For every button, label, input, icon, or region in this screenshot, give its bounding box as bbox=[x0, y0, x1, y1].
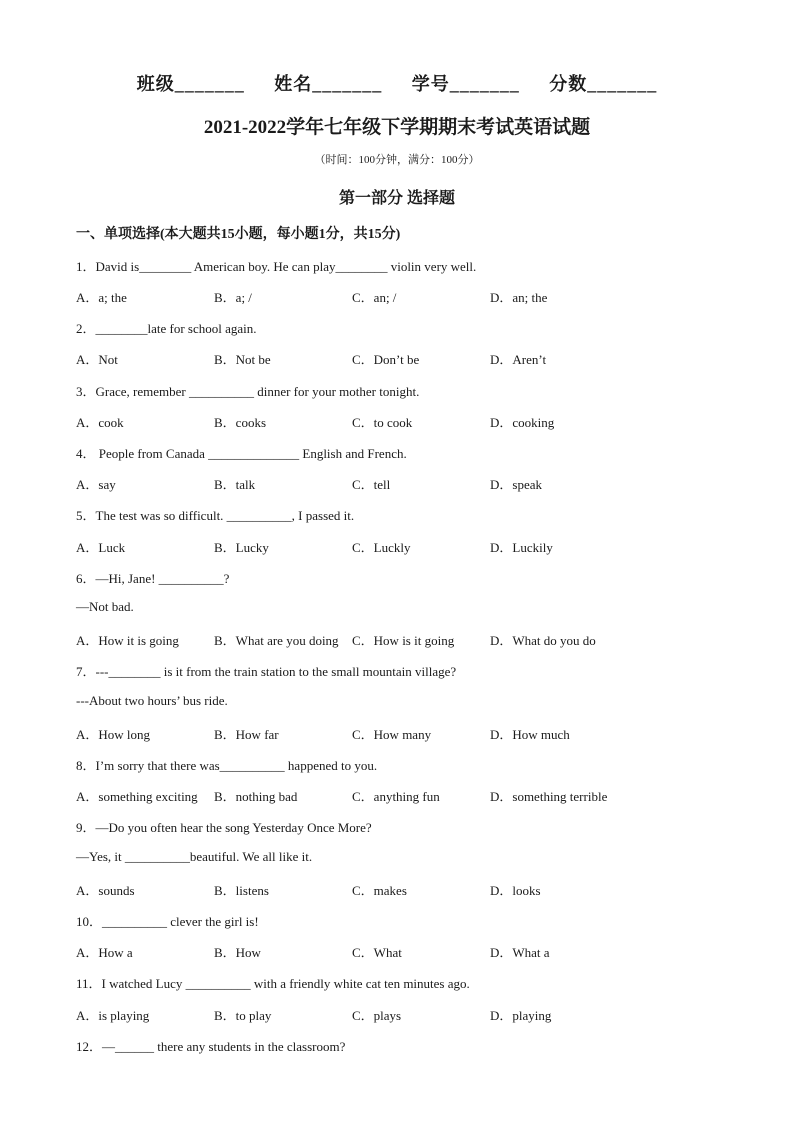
question-6-options bbox=[76, 630, 716, 648]
option-c: C．to cook bbox=[352, 415, 413, 430]
option-b: B．to play bbox=[214, 1008, 272, 1023]
question-7-options bbox=[76, 724, 716, 742]
option-d: D．What a bbox=[490, 945, 550, 960]
name-field: 姓名_______ bbox=[274, 74, 383, 94]
question-2-stem: 2．________late for school again. bbox=[76, 321, 257, 336]
question-8-options bbox=[76, 786, 716, 804]
question-3-stem: 3．Grace, remember __________ dinner for your mother tonight. bbox=[76, 384, 420, 399]
option-d: D．speak bbox=[490, 477, 542, 492]
exam-subtitle: （时间：100分钟，满分：100分） bbox=[314, 154, 480, 166]
question-7-response: ---About two hours’ bus ride. bbox=[76, 693, 228, 708]
option-b: B．How bbox=[214, 945, 261, 960]
option-c: C．an; / bbox=[352, 290, 397, 305]
option-c: C．What bbox=[352, 945, 402, 960]
option-a: A．Not bbox=[76, 352, 118, 367]
option-c: C．How many bbox=[352, 727, 432, 742]
option-a: A．How a bbox=[76, 945, 133, 960]
question-6-response: —Not bad. bbox=[76, 599, 134, 614]
option-b: B．listens bbox=[214, 883, 269, 898]
option-c: C．Luckly bbox=[352, 540, 411, 555]
question-11-options bbox=[76, 1005, 716, 1023]
option-a: A．Luck bbox=[76, 540, 126, 555]
option-d: D．What do you do bbox=[490, 633, 596, 648]
option-d: D．cooking bbox=[490, 415, 555, 430]
option-d: D．Luckily bbox=[490, 540, 553, 555]
option-c: C．anything fun bbox=[352, 789, 440, 804]
option-a: A．a; the bbox=[76, 290, 127, 305]
question-9-options bbox=[76, 880, 716, 898]
option-a: A．is playing bbox=[76, 1008, 150, 1023]
question-3-options bbox=[76, 412, 716, 430]
option-c: C．Don’t be bbox=[352, 352, 420, 367]
option-b: B．What are you doing bbox=[214, 633, 339, 648]
option-b: B．How far bbox=[214, 727, 279, 742]
section-heading: 一、单项选择(本大题共15小题，每小题1分，共15分) bbox=[76, 227, 401, 242]
option-d: D．Aren’t bbox=[490, 352, 547, 367]
option-b: B．cooks bbox=[214, 415, 267, 430]
option-d: D．playing bbox=[490, 1008, 552, 1023]
question-10-options bbox=[76, 942, 716, 960]
question-11-stem: 11．I watched Lucy __________ with a friendly white cat ten minutes ago. bbox=[76, 976, 470, 991]
class-field: 班级_______ bbox=[136, 74, 245, 94]
option-a: A．How long bbox=[76, 727, 151, 742]
question-1-options bbox=[76, 287, 716, 305]
option-a: A．sounds bbox=[76, 883, 135, 898]
question-2-options bbox=[76, 349, 716, 367]
option-d: D．something terrible bbox=[490, 789, 608, 804]
option-c: C．How is it going bbox=[352, 633, 455, 648]
option-a: A．cook bbox=[76, 415, 124, 430]
option-a: A．say bbox=[76, 477, 116, 492]
option-d: D．an; the bbox=[490, 290, 548, 305]
question-5-options bbox=[76, 537, 716, 555]
option-b: B．talk bbox=[214, 477, 256, 492]
question-12-stem: 12．—______ there any students in the classroom? bbox=[76, 1039, 346, 1054]
option-b: B．a; / bbox=[214, 290, 252, 305]
question-4-options bbox=[76, 474, 716, 492]
option-b: B．Lucky bbox=[214, 540, 269, 555]
student-id-field: 学号_______ bbox=[411, 74, 520, 94]
question-1-stem: 1．David is________ American boy. He can play________ violin very well. bbox=[76, 259, 477, 274]
option-b: B．Not be bbox=[214, 352, 271, 367]
student-info-line bbox=[0, 70, 794, 96]
option-c: C．makes bbox=[352, 883, 407, 898]
question-9-stem: 9．—Do you often hear the song Yesterday Once More? bbox=[76, 820, 372, 835]
option-d: D．looks bbox=[490, 883, 541, 898]
option-a: A．How it is going bbox=[76, 633, 179, 648]
exam-title: 2021-2022学年七年级下学期期末考试英语试题 bbox=[203, 117, 591, 138]
option-d: D．How much bbox=[490, 727, 570, 742]
question-7-stem: 7．---________ is it from the train station to the small mountain village? bbox=[76, 664, 457, 679]
question-5-stem: 5．The test was so difficult. __________, I passed it. bbox=[76, 508, 355, 523]
option-b: B．nothing bad bbox=[214, 789, 298, 804]
part-heading: 第一部分 选择题 bbox=[338, 190, 455, 207]
question-10-stem: 10．__________ clever the girl is! bbox=[76, 914, 259, 929]
question-8-stem: 8．I’m sorry that there was__________ happened to you. bbox=[76, 758, 378, 773]
question-4-stem: 4． People from Canada ______________ English and French. bbox=[76, 446, 407, 461]
question-6-stem: 6．—Hi, Jane! __________? bbox=[76, 571, 230, 586]
question-9-response: —Yes, it __________beautiful. We all like it. bbox=[76, 849, 313, 864]
option-c: C．plays bbox=[352, 1008, 402, 1023]
score-field: 分数_______ bbox=[549, 74, 658, 94]
option-a: A．something exciting bbox=[76, 789, 198, 804]
option-c: C．tell bbox=[352, 477, 391, 492]
